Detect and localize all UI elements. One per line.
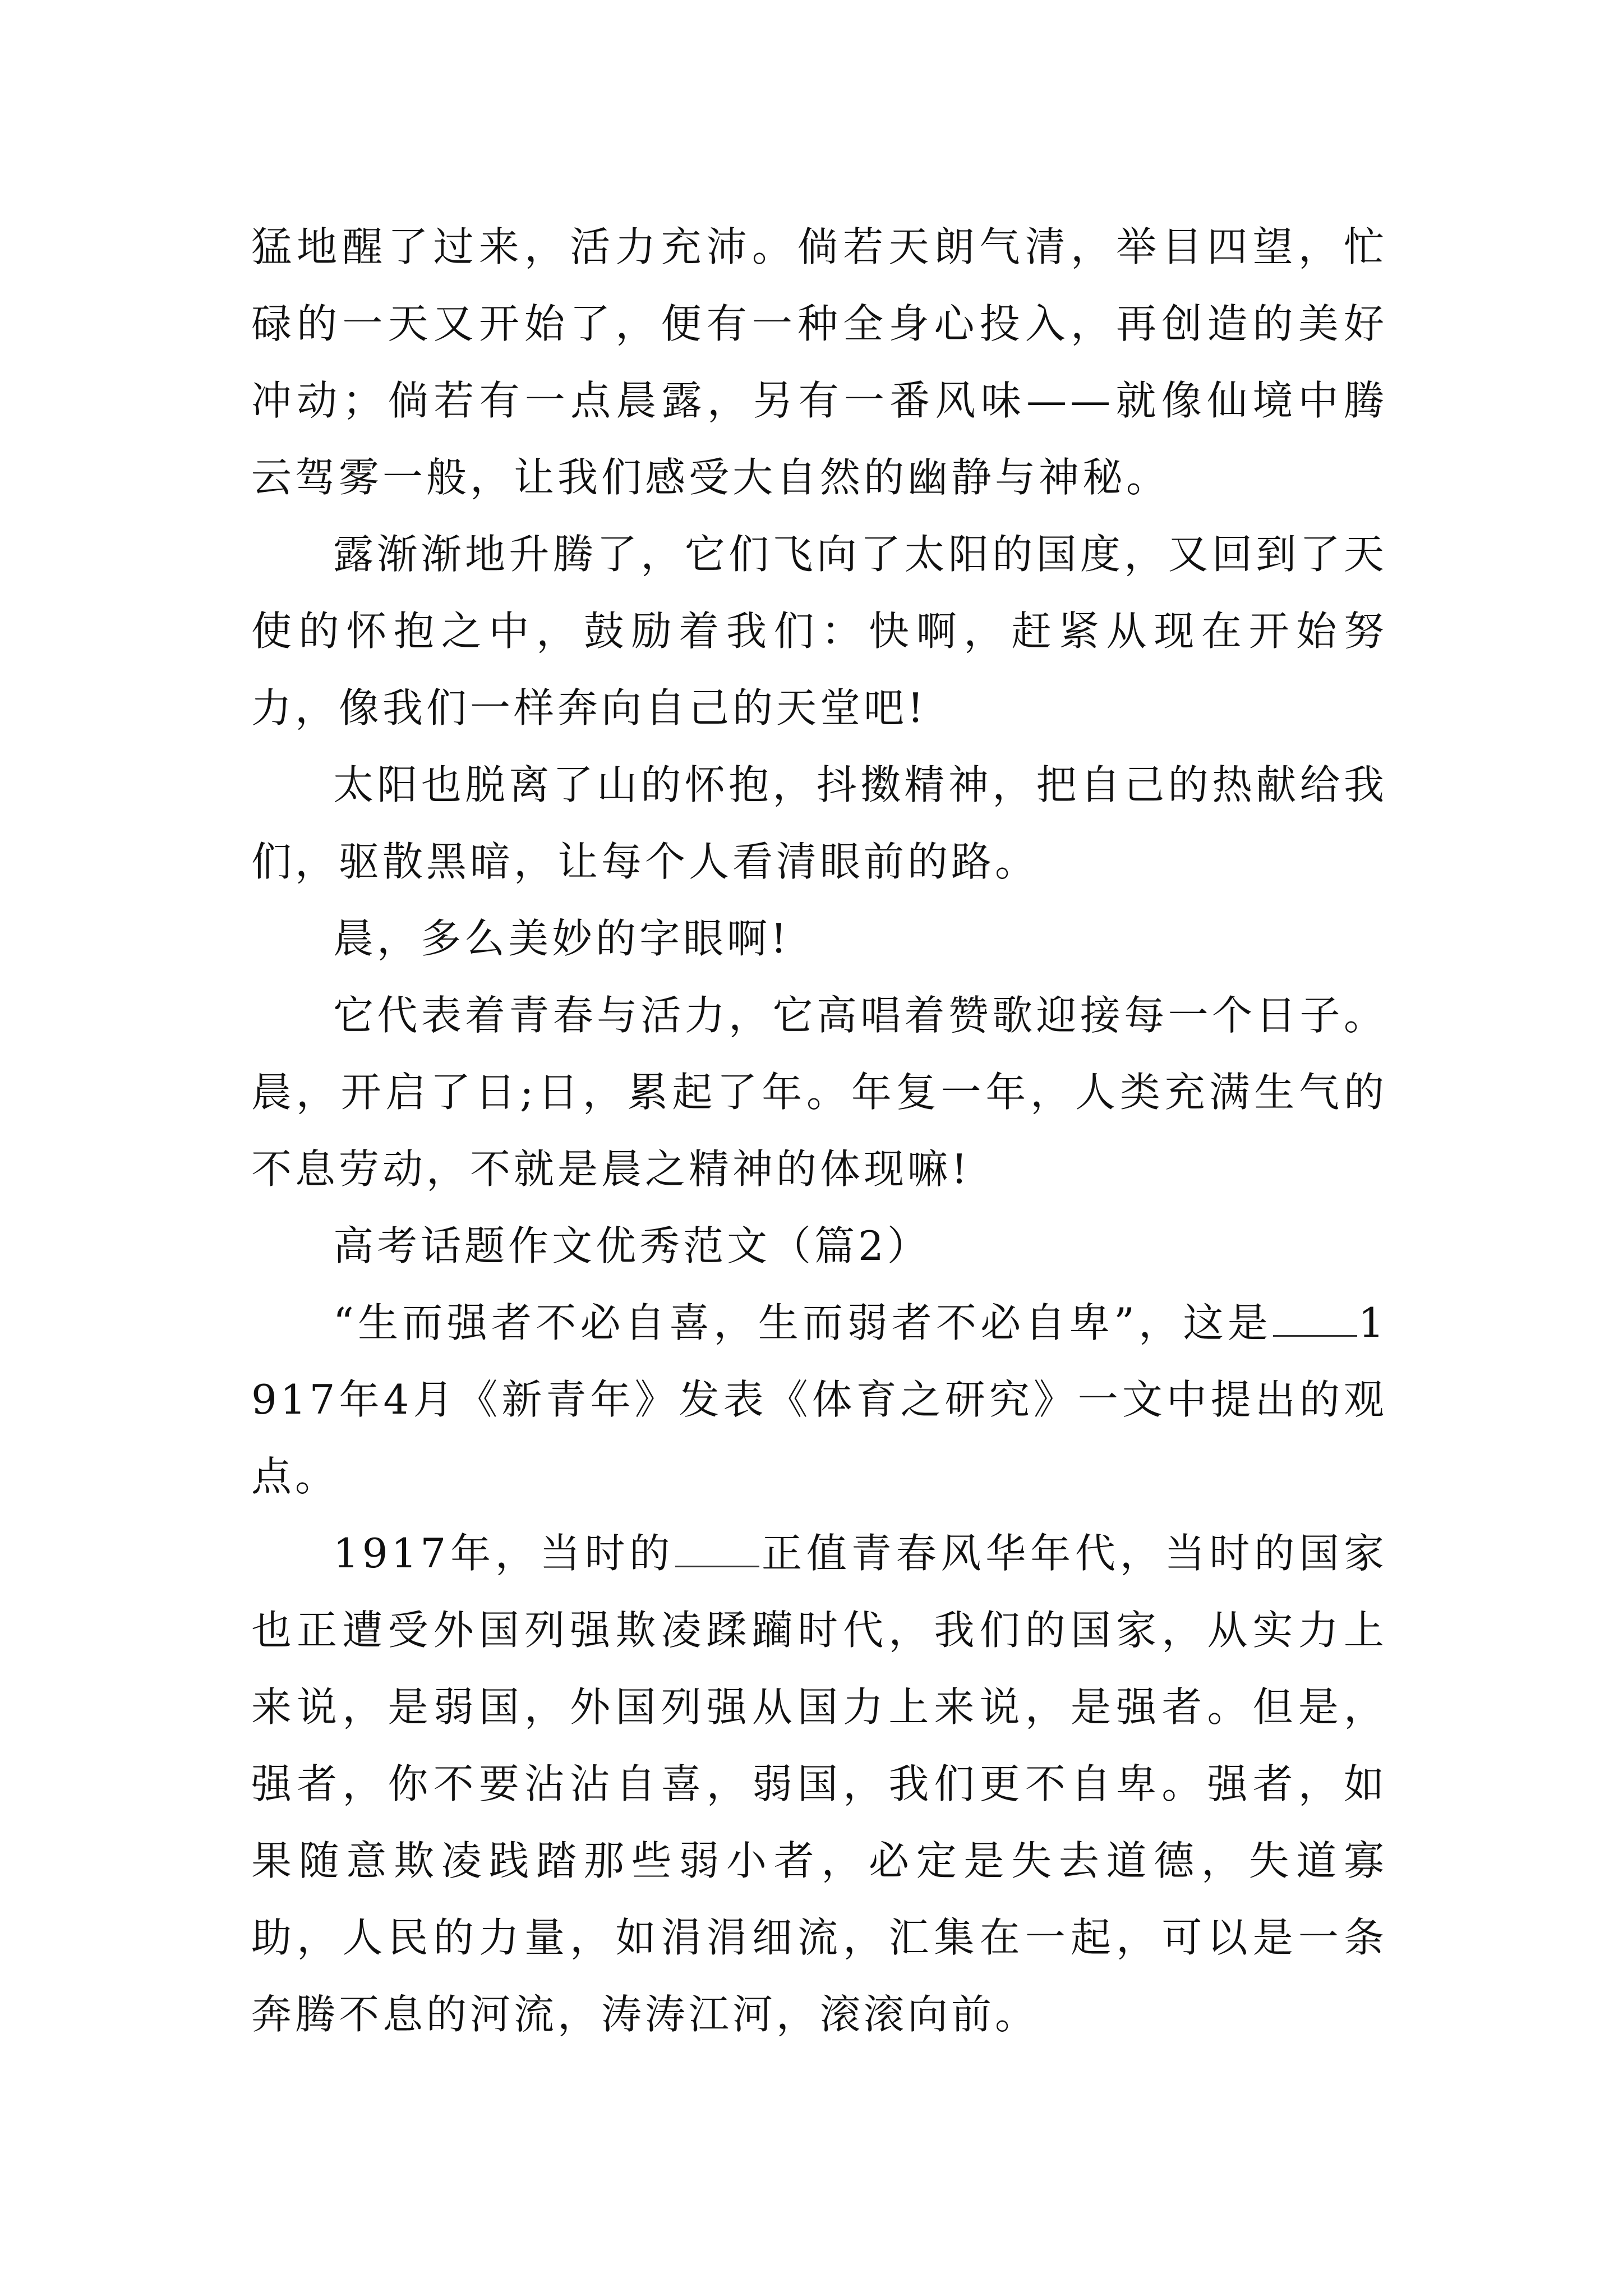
paragraph-text: 露渐渐地升腾了，它们飞向了太阳的国度，又回到了天使的怀抱之中，鼓励着我们：快啊，赶紧从现在开始努力，像我们一样奔向自己的天堂吧! bbox=[251, 531, 1387, 731]
document-body bbox=[251, 209, 1387, 2053]
paragraph-continuation bbox=[251, 209, 1387, 516]
paragraph-text-part: “生而强者不必自喜，生而弱者不必自卑”，这是 bbox=[333, 1299, 1272, 1346]
paragraph-text: 猛地醒了过来，活力充沛。倘若天朗气清，举目四望，忙碌的一天又开始了，便有一种全身心投入，再创造的美好冲动；倘若有一点晨露，另有一番风味——就像仙境中腾云驾雾一般，让我们感受大自然的幽静与神秘。 bbox=[251, 223, 1387, 501]
paragraph-sun bbox=[251, 747, 1387, 900]
paragraph-dew bbox=[251, 516, 1387, 747]
paragraph-text-part: 正值青春风华年代，当时的国家也正遭受外国列强欺凌蹂躏时代，我们的国家，从实力上来说，是弱国，外国列强从国力上来说，是强者。但是，强者，你不要沾沾自喜，弱国，我们更不自卑。强者，如果随意欺凌践踏那些弱小者，必定是失去道德，失道寡助，人民的力量，如涓涓细流，汇集在一起，可以是一条奔腾不息的河流，涛涛江河，滚滚向前。 bbox=[251, 1530, 1387, 2038]
paragraph-1917 bbox=[251, 1515, 1387, 2053]
paragraph-quote bbox=[251, 1285, 1387, 1515]
paragraph-text-part: 1917年，当时的 bbox=[333, 1530, 675, 1577]
section-heading bbox=[251, 1208, 1387, 1285]
paragraph-text: 它代表着青春与活力，它高唱着赞歌迎接每一个日子。晨，开启了日;日，累起了年。年复一年，人类充满生气的不息劳动，不就是晨之精神的体现嘛! bbox=[251, 992, 1387, 1193]
section-heading-text: 高考话题作文优秀范文（篇2） bbox=[333, 1222, 931, 1269]
paragraph-text: 太阳也脱离了山的怀抱，抖擞精神，把自己的热献给我们，驱散黑暗，让每个人看清眼前的路。 bbox=[251, 761, 1387, 885]
paragraph-morning-word bbox=[251, 900, 1387, 977]
redacted-blank bbox=[675, 1529, 759, 1567]
paragraph-text-part: 1917年4月《新青年》发表《体育之研究》一文中提出的观点。 bbox=[251, 1299, 1387, 1500]
paragraph-text: 晨，多么美妙的字眼啊! bbox=[333, 915, 790, 962]
paragraph-youth bbox=[251, 977, 1387, 1208]
redacted-blank bbox=[1273, 1299, 1357, 1337]
